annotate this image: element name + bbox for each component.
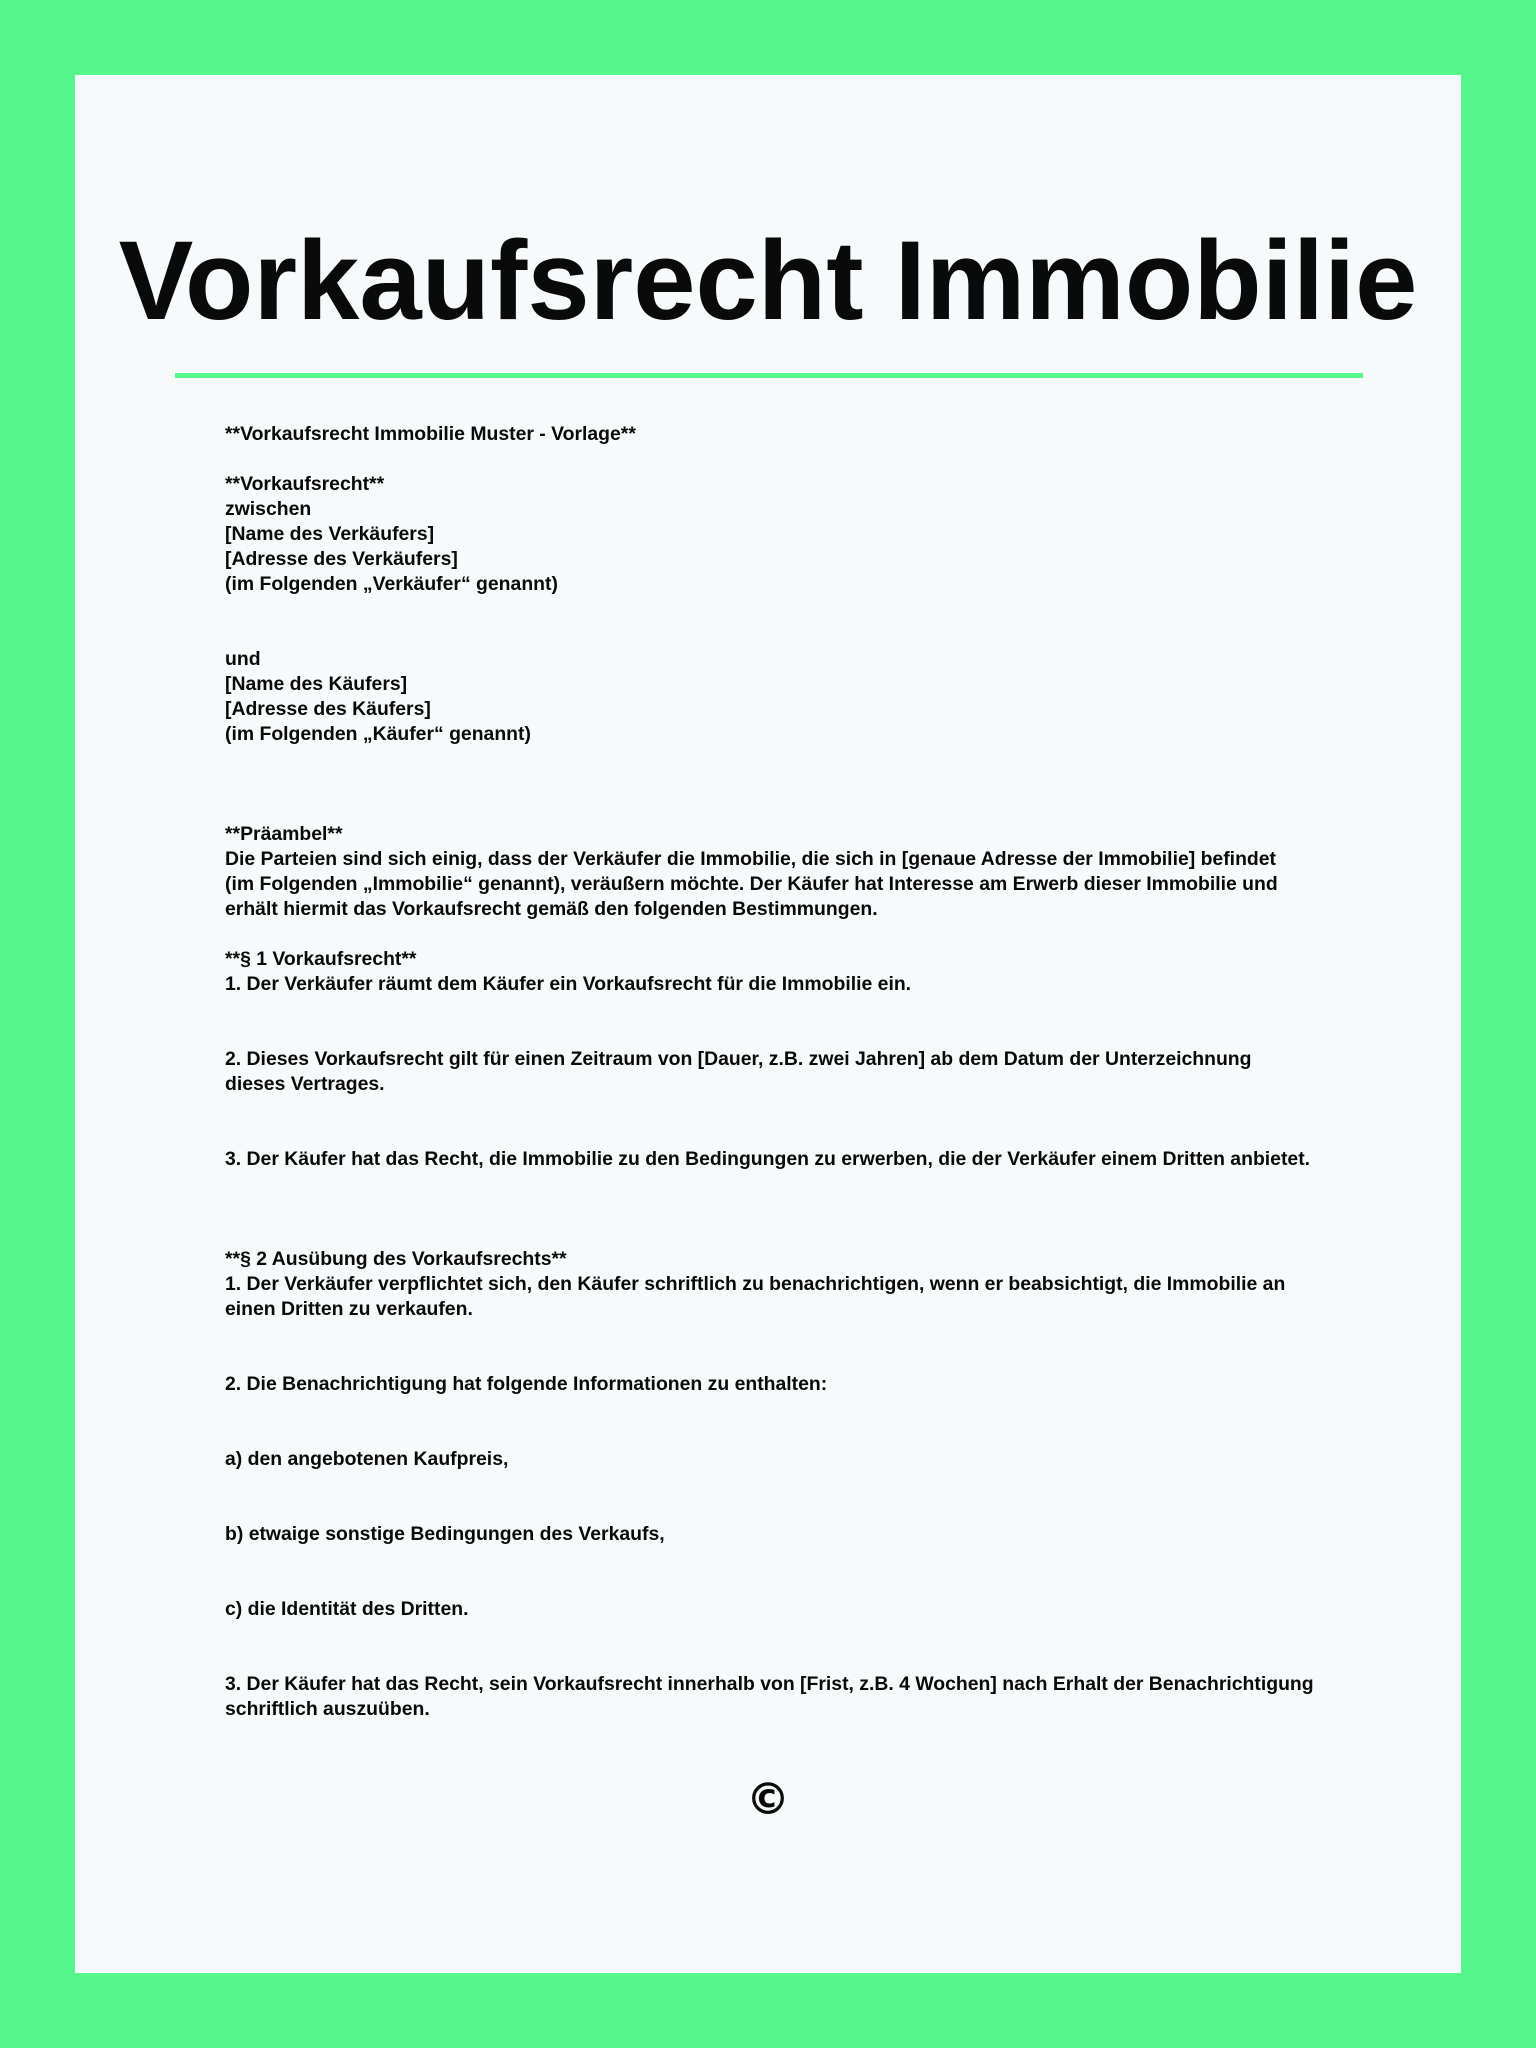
blank-line — [225, 1547, 1365, 1572]
document-line: schriftlich auszuüben. — [225, 1698, 430, 1720]
document-line: 3. Der Käufer hat das Recht, die Immobilie zu den Bedingungen zu erwerben, die der Verkäufer einem Dritten anbietet. — [225, 1148, 1311, 1170]
document-line: 2. Dieses Vorkaufsrecht gilt für einen Zeitraum von [Dauer, z.B. zwei Jahren] ab dem Datum der Unterzeichnung — [225, 1048, 1252, 1070]
blank-line — [225, 1347, 1365, 1372]
blank-line — [225, 797, 1365, 822]
blank-line — [225, 597, 1365, 622]
blank-line — [225, 1647, 1365, 1672]
document-line: [Name des Käufers] — [225, 673, 408, 695]
copyright-icon: © — [746, 1774, 790, 1825]
document-line: 2. Die Benachrichtigung hat folgende Informationen zu enthalten: — [225, 1373, 828, 1395]
blank-line — [225, 1622, 1365, 1647]
document-line: **Präambel** — [225, 823, 343, 845]
blank-line — [225, 1397, 1365, 1422]
blank-line — [225, 997, 1365, 1022]
blank-line — [225, 1572, 1365, 1597]
document-line: **§ 1 Vorkaufsrecht** — [225, 948, 417, 970]
document-line: (im Folgenden „Immobilie“ genannt), veräußern möchte. Der Käufer hat Interesse am Erwerb dieser Immobilie und — [225, 873, 1278, 895]
document-line: 1. Der Verkäufer räumt dem Käufer ein Vorkaufsrecht für die Immobilie ein. — [225, 973, 912, 995]
document-line: Die Parteien sind sich einig, dass der Verkäufer die Immobilie, die sich in [genaue Adresse der Immobilie] befindet — [225, 848, 1276, 870]
blank-line — [225, 1172, 1365, 1197]
document-line: einen Dritten zu verkaufen. — [225, 1298, 473, 1320]
document-line: [Adresse des Verkäufers] — [225, 548, 458, 570]
document-line: und — [225, 648, 261, 670]
document-body — [225, 422, 1365, 1722]
document-line: a) den angebotenen Kaufpreis, — [225, 1448, 509, 1470]
document-title: Vorkaufsrecht Immobilie — [118, 218, 1418, 343]
blank-line — [225, 447, 1365, 472]
document-line: **§ 2 Ausübung des Vorkaufsrechts** — [225, 1248, 567, 1270]
blank-line — [225, 1472, 1365, 1497]
blank-line — [225, 1022, 1365, 1047]
document-line: zwischen — [225, 498, 312, 520]
document-line: [Name des Verkäufers] — [225, 523, 435, 545]
blank-line — [225, 1122, 1365, 1147]
document-line: [Adresse des Käufers] — [225, 698, 431, 720]
document-line: b) etwaige sonstige Bedingungen des Verkaufs, — [225, 1523, 665, 1545]
document-line: (im Folgenden „Verkäufer“ genannt) — [225, 573, 558, 595]
title-divider — [175, 373, 1363, 378]
blank-line — [225, 1422, 1365, 1447]
blank-line — [225, 622, 1365, 647]
blank-line — [225, 747, 1365, 772]
document-line: **Vorkaufsrecht** — [225, 473, 385, 495]
document-line: dieses Vertrages. — [225, 1073, 385, 1095]
blank-line — [225, 1322, 1365, 1347]
blank-line — [225, 1497, 1365, 1522]
document-line: **Vorkaufsrecht Immobilie Muster - Vorlage** — [225, 423, 636, 445]
document-line: 3. Der Käufer hat das Recht, sein Vorkaufsrecht innerhalb von [Frist, z.B. 4 Wochen] nach Erhalt der Benachrichtigung — [225, 1673, 1314, 1695]
blank-line — [225, 1222, 1365, 1247]
document-line: (im Folgenden „Käufer“ genannt) — [225, 723, 531, 745]
blank-line — [225, 772, 1365, 797]
blank-line — [225, 922, 1365, 947]
document-line: erhält hiermit das Vorkaufsrecht gemäß den folgenden Bestimmungen. — [225, 898, 878, 920]
blank-line — [225, 1097, 1365, 1122]
document-line: 1. Der Verkäufer verpflichtet sich, den Käufer schriftlich zu benachrichtigen, wenn er beabsichtigt, die Immobilie an — [225, 1273, 1286, 1295]
blank-line — [225, 1197, 1365, 1222]
document-line: c) die Identität des Dritten. — [225, 1598, 469, 1620]
